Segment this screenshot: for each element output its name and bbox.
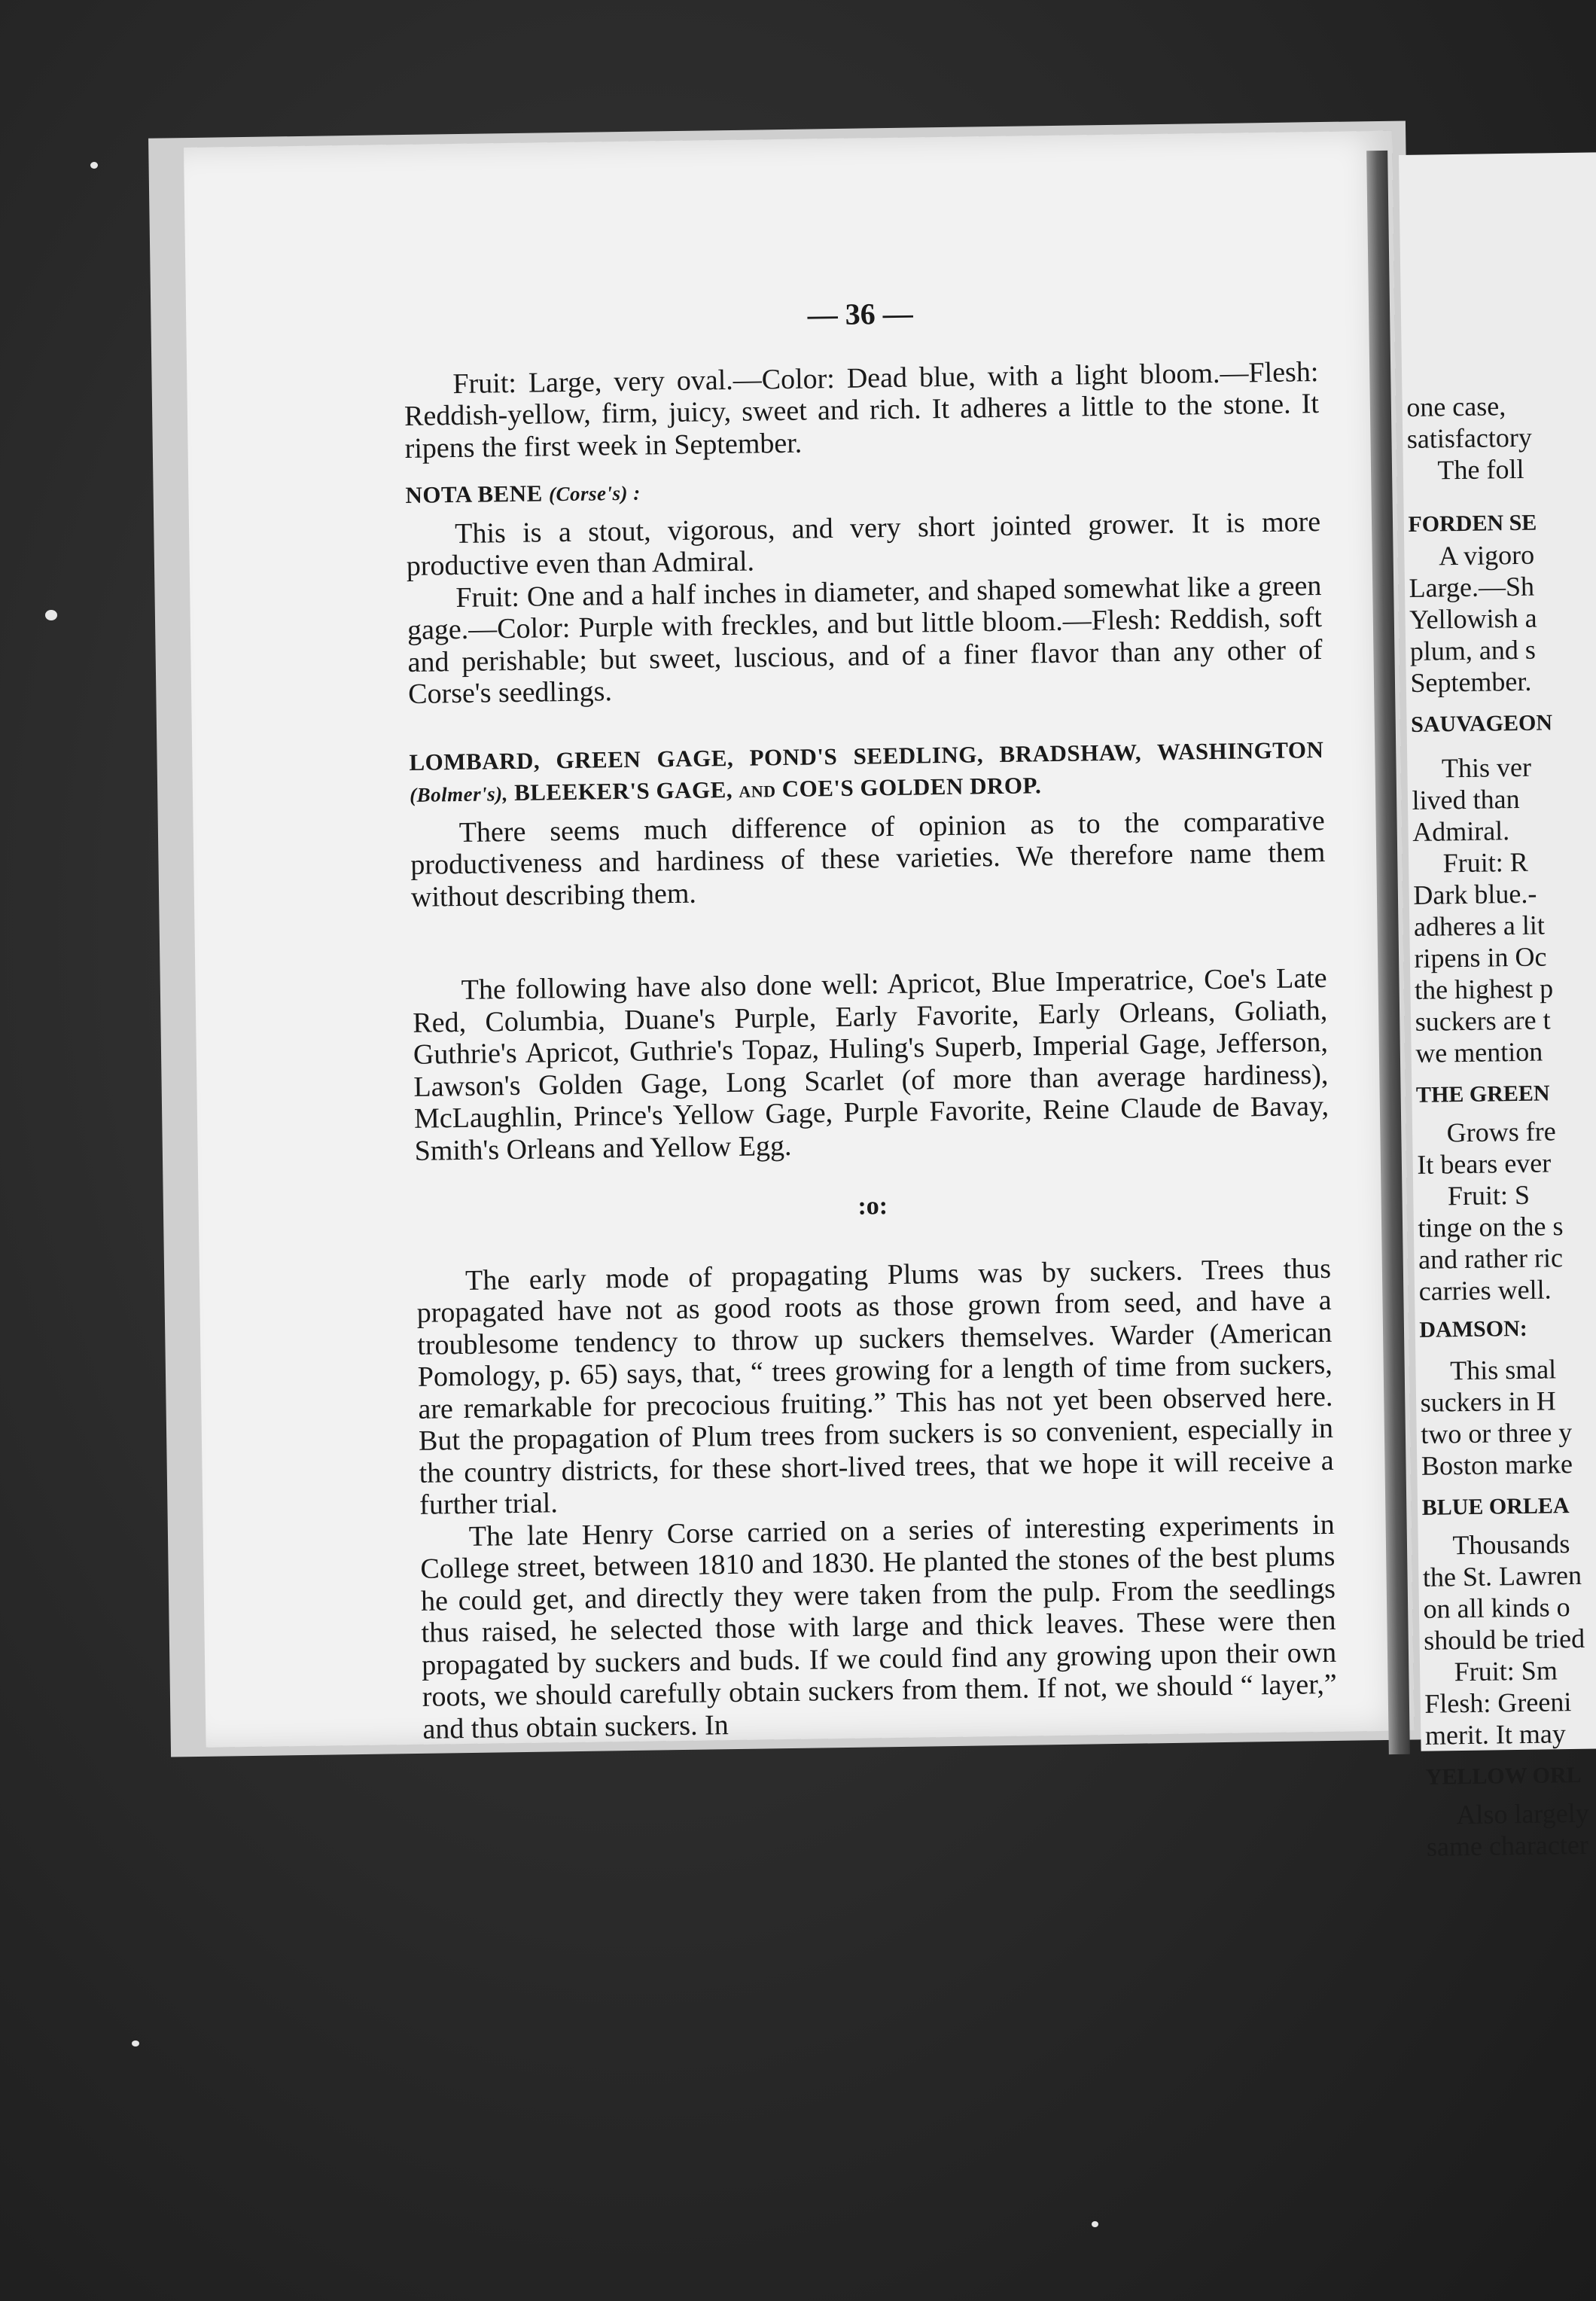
right-line: Large.—Sh — [1409, 571, 1535, 603]
right-line: should be tried — [1423, 1623, 1585, 1656]
right-line: same character — [1426, 1829, 1589, 1862]
right-line: one case, — [1406, 391, 1506, 422]
right-page-text — [1406, 389, 1596, 1863]
right-line: carries well. — [1418, 1274, 1552, 1306]
right-line: satisfactory — [1406, 422, 1533, 454]
right-line: plum, and s — [1409, 634, 1537, 666]
body-paragraph: There seems much difference of opinion as to the comparative productiveness and hardiness of these varieties. We therefore name them without describing them. — [410, 804, 1326, 913]
right-heading: YELLOW ORL — [1425, 1762, 1582, 1790]
right-line: on all kinds o — [1423, 1592, 1570, 1624]
right-line: adheres a lit — [1413, 910, 1546, 942]
right-line: Fruit: R — [1442, 846, 1529, 879]
right-line: Yellowish a — [1409, 602, 1537, 635]
right-line: the highest p — [1414, 973, 1554, 1005]
right-line: ripens in Oc — [1414, 941, 1547, 974]
right-line: we mention — [1415, 1036, 1543, 1068]
right-line: Thousands — [1452, 1528, 1570, 1561]
body-paragraph: The late Henry Corse carried on a series of interesting experiments in College street, between 1810 and 1830. He planted the stones of the best plums he could get, and directly they were taken from the pulp. From the seedlings thus raised, he selected those with large and thick leaves. These were then propagated by suckers and buds. If we could find any growing upon their own roots, we should carefully obtain suckers from them. If not, we should “ layer,” and thus obtain suckers. In — [420, 1508, 1337, 1745]
right-line: A vigoro — [1438, 539, 1535, 571]
heading-title: LOMBARD, GREEN GAGE, POND'S SEEDLING, BRADSHAW, WASHINGTON — [409, 736, 1324, 776]
right-line: Dark blue.- — [1413, 878, 1537, 910]
dust-speck — [132, 2040, 139, 2047]
right-line: Flesh: Greeni — [1424, 1687, 1572, 1719]
body-paragraph: This is a stout, vigorous, and very short jointed grower. It is more productive even than Admiral. — [406, 505, 1321, 582]
heading-note: (Bolmer's), — [409, 782, 509, 806]
right-line: Grows fre — [1446, 1116, 1556, 1148]
body-paragraph: The early mode of propagating Plums was by suckers. Trees thus propagated have not as good roots as those grown from seed, and have a troublesome tendency to throw up suckers themselves. Warder (American Pomology, p. 65) says, that, “ trees growing for a length of time from suckers, are remarkable for precocious fruiting.” This has not yet been observed here. But the propagation of Plum trees from suckers is so convenient, especially in the country districts, for these short-lived trees, that we hope it will receive a further trial. — [416, 1252, 1334, 1521]
section-divider: :o: — [857, 1192, 888, 1221]
right-line: lived than — [1412, 783, 1520, 815]
dust-speck — [90, 162, 98, 169]
dust-speck — [1092, 2221, 1098, 2227]
heading-note: (Corse's) : — [548, 481, 641, 506]
right-line: This smal — [1449, 1354, 1557, 1386]
right-line: Boston marke — [1421, 1449, 1573, 1481]
right-line: and rather ric — [1418, 1242, 1564, 1275]
right-line: Fruit: S — [1447, 1179, 1531, 1211]
heading-title: NOTA BENE — [405, 480, 543, 508]
left-page-text — [403, 292, 1338, 1745]
page-number: — 36 — — [807, 296, 914, 332]
right-line: The foll — [1437, 453, 1524, 486]
right-line: Fruit: Sm — [1454, 1655, 1558, 1687]
right-line: September. — [1410, 666, 1532, 698]
right-heading: BLUE ORLEA — [1421, 1493, 1570, 1520]
section-heading-varieties — [409, 733, 1324, 811]
right-line: suckers are t — [1415, 1004, 1551, 1037]
right-line: Also largely — [1456, 1797, 1589, 1830]
section-heading-nota-bene — [405, 467, 1320, 512]
right-line: It bears ever — [1417, 1147, 1552, 1180]
right-line: the St. Lawren — [1422, 1559, 1582, 1592]
right-heading: FORDEN SE — [1408, 510, 1537, 537]
heading-title-continued: BLEEKER'S GAGE, and COE'S GOLDEN DROP. — [513, 772, 1042, 806]
fruit-description-paragraph: Fruit: Large, very oval.—Color: Dead blue, with a light bloom.—Flesh: Reddish-yellow, firm, juicy, sweet and rich. It adheres a little to the stone. It ripens the first week in September. — [404, 355, 1320, 465]
right-line: two or three y — [1421, 1417, 1573, 1449]
right-heading: DAMSON: — [1419, 1315, 1527, 1343]
right-line: Admiral. — [1412, 815, 1510, 847]
dust-speck — [45, 610, 57, 620]
body-paragraph: Fruit: One and a half inches in diameter, and shaped somewhat like a green gage.—Color: Purple with freckles, and but little bloom.—Flesh: Reddish, soft and perishable; but sweet, luscious, and of a finer flavor than any other of Corse's seedlings. — [407, 569, 1323, 710]
right-line: merit. It may — [1424, 1718, 1567, 1751]
right-heading: SAUVAGEON — [1410, 710, 1553, 737]
right-line: tinge on the s — [1418, 1211, 1564, 1243]
body-paragraph: The following have also done well: Apricot, Blue Imperatrice, Coe's Late Red, Columbia, Duane's Purple, Early Favorite, Early Orleans, Goliath, Guthrie's Apricot, Guthrie's Topaz, Huling's Superb, Imperial Gage, Jefferson, Lawson's Golden Gage, Long Scarlet (of more than average hardiness), McLaughlin, Prince's Yellow Gage, Purple Favorite, Reine Claude de Bavay, Smith's Orleans and Yellow Egg. — [413, 962, 1329, 1167]
right-line: suckers in H — [1420, 1385, 1556, 1418]
right-line: This ver — [1441, 751, 1532, 784]
right-heading: THE GREEN — [1415, 1080, 1550, 1108]
